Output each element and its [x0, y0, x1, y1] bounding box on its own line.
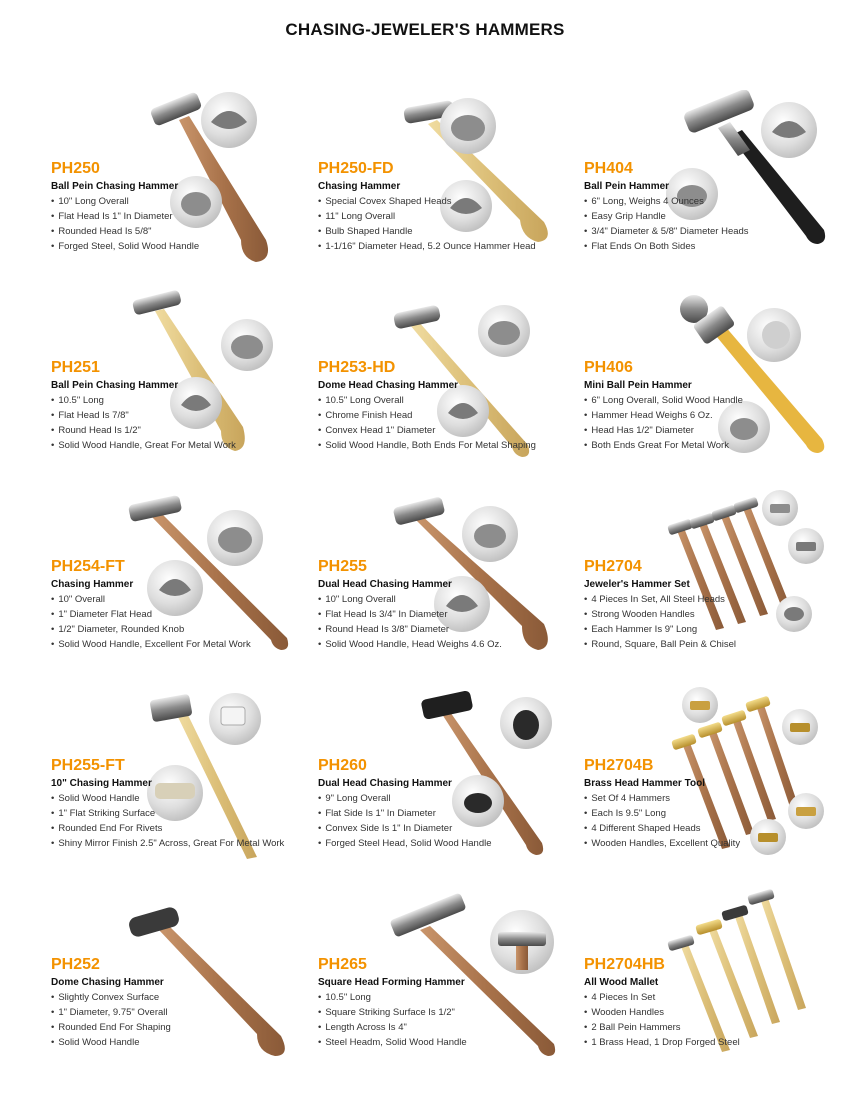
feature-item: • Easy Grip Handle	[584, 209, 849, 224]
product-code: PH260	[318, 757, 367, 774]
feature-item: • Strong Wooden Handles	[584, 607, 849, 622]
product-name: Ball Pein Chasing Hammer	[51, 181, 179, 192]
product-name: Chasing Hammer	[318, 181, 401, 192]
feature-list	[584, 791, 849, 851]
product-code: PH253-HD	[318, 359, 396, 376]
product-code: PH2704B	[584, 757, 654, 774]
feature-item: • Square Striking Surface Is 1/2"	[318, 1005, 583, 1020]
feature-item: • Solid Wood Handle, Excellent For Metal Work	[51, 637, 316, 652]
feature-item: • Shiny Mirror Finish 2.5" Across, Great For Metal Work	[51, 836, 316, 851]
feature-item: • 3/4" Diameter & 5/8" Diameter Heads	[584, 224, 849, 239]
feature-item: • Flat Head Is 3/4" In Diameter	[318, 607, 583, 622]
product-code: PH255	[318, 558, 367, 575]
feature-item: • 1" Diameter Flat Head	[51, 607, 316, 622]
product-ph406	[584, 289, 849, 488]
feature-item: • Forged Steel, Solid Wood Handle	[51, 239, 316, 254]
feature-item: • 6" Long Overall, Solid Wood Handle	[584, 393, 849, 408]
product-ph250-fd	[318, 90, 583, 289]
feature-list	[584, 592, 849, 652]
feature-list	[51, 393, 316, 453]
feature-item: • 9" Long Overall	[318, 791, 583, 806]
feature-item: • 4 Pieces In Set	[584, 990, 849, 1005]
feature-item: • 10" Long Overall	[318, 592, 583, 607]
feature-list	[318, 194, 583, 254]
product-name: Ball Pein Hammer	[584, 181, 670, 192]
feature-list	[51, 194, 316, 254]
feature-item: • 1 Brass Head, 1 Drop Forged Steel	[584, 1035, 849, 1050]
feature-list	[318, 791, 583, 851]
feature-item: • Flat Head Is 7/8"	[51, 408, 316, 423]
product-name: Ball Pein Chasing Hammer	[51, 380, 179, 391]
feature-item: • Each Is 9.5" Long	[584, 806, 849, 821]
feature-item: • 1" Diameter, 9.75" Overall	[51, 1005, 316, 1020]
product-ph265	[318, 886, 583, 1085]
product-ph2704	[584, 488, 849, 687]
product-ph253-hd	[318, 289, 583, 488]
product-name: Chasing Hammer	[51, 579, 134, 590]
product-name: Mini Ball Pein Hammer	[584, 380, 692, 391]
feature-item: • Both Ends Great For Metal Work	[584, 438, 849, 453]
feature-list	[51, 592, 316, 652]
product-ph250	[51, 90, 316, 289]
feature-item: • 10" Overall	[51, 592, 316, 607]
product-name: Dual Head Chasing Hammer	[318, 579, 452, 590]
feature-item: • Bulb Shaped Handle	[318, 224, 583, 239]
feature-item: • Wooden Handles, Excellent Quality	[584, 836, 849, 851]
feature-item: • Convex Head 1" Diameter	[318, 423, 583, 438]
feature-item: • 1-1/16" Diameter Head, 5.2 Ounce Hammer Head	[318, 239, 583, 254]
feature-list	[318, 592, 583, 652]
product-ph404	[584, 90, 849, 289]
feature-list	[584, 393, 849, 453]
feature-item: • Hammer Head Weighs 6 Oz.	[584, 408, 849, 423]
feature-list	[318, 990, 583, 1050]
product-code: PH251	[51, 359, 100, 376]
feature-item: • Solid Wood Handle, Head Weighs 4.6 Oz.	[318, 637, 583, 652]
page-title: CHASING-JEWELER'S HAMMERS	[285, 20, 565, 39]
feature-item: • Solid Wood Handle	[51, 1035, 316, 1050]
product-code: PH250-FD	[318, 160, 394, 177]
product-code: PH250	[51, 160, 100, 177]
product-name: Jeweler's Hammer Set	[584, 579, 690, 590]
feature-item: • Rounded End For Rivets	[51, 821, 316, 836]
product-ph2704hb	[584, 886, 849, 1085]
feature-item: • Each Hammer Is 9" Long	[584, 622, 849, 637]
feature-item: • Head Has 1/2" Diameter	[584, 423, 849, 438]
product-code: PH406	[584, 359, 633, 376]
feature-list	[51, 791, 316, 851]
feature-item: • 1" Flat Striking Surface	[51, 806, 316, 821]
product-code: PH252	[51, 956, 100, 973]
product-ph2704b	[584, 687, 849, 886]
product-code: PH255-FT	[51, 757, 125, 774]
feature-item: • Slightly Convex Surface	[51, 990, 316, 1005]
feature-item: • 10.5" Long	[51, 393, 316, 408]
product-code: PH2704	[584, 558, 642, 575]
product-name: 10" Chasing Hammer	[51, 778, 152, 789]
feature-item: • Round Head Is 3/8" Diameter	[318, 622, 583, 637]
feature-item: • Solid Wood Handle, Both Ends For Metal Shaping	[318, 438, 583, 453]
product-ph251	[51, 289, 316, 488]
product-name: All Wood Mallet	[584, 977, 659, 988]
feature-item: • Solid Wood Handle	[51, 791, 316, 806]
feature-item: • Rounded Head Is 5/8"	[51, 224, 316, 239]
feature-item: • Convex Side Is 1" In Diameter	[318, 821, 583, 836]
product-code: PH265	[318, 956, 367, 973]
feature-item: • Length Across Is 4"	[318, 1020, 583, 1035]
product-code: PH254-FT	[51, 558, 125, 575]
feature-item: • 10" Long Overall	[51, 194, 316, 209]
product-name: Brass Head Hammer Tool	[584, 778, 705, 789]
feature-item: • Solid Wood Handle, Great For Metal Work	[51, 438, 316, 453]
feature-item: • Flat Head Is 1" In Diameter	[51, 209, 316, 224]
feature-item: • 1/2" Diameter, Rounded Knob	[51, 622, 316, 637]
feature-item: • 4 Different Shaped Heads	[584, 821, 849, 836]
feature-item: • Special Covex Shaped Heads	[318, 194, 583, 209]
product-name: Dome Chasing Hammer	[51, 977, 164, 988]
product-ph255-ft	[51, 687, 316, 886]
feature-item: • Rounded End For Shaping	[51, 1020, 316, 1035]
feature-item: • Wooden Handles	[584, 1005, 849, 1020]
feature-item: • Steel Headm, Solid Wood Handle	[318, 1035, 583, 1050]
feature-item: • Round, Square, Ball Pein & Chisel	[584, 637, 849, 652]
feature-list	[584, 194, 849, 254]
product-code: PH2704HB	[584, 956, 665, 973]
product-ph254-ft	[51, 488, 316, 687]
feature-item: • 10.5" Long Overall	[318, 393, 583, 408]
product-ph255	[318, 488, 583, 687]
feature-item: • 10.5" Long	[318, 990, 583, 1005]
feature-item: • 6" Long, Weighs 4 Ounces	[584, 194, 849, 209]
feature-item: • 11" Long Overall	[318, 209, 583, 224]
product-ph260	[318, 687, 583, 886]
feature-item: • Forged Steel Head, Solid Wood Handle	[318, 836, 583, 851]
feature-item: • Round Head Is 1/2"	[51, 423, 316, 438]
feature-list	[584, 990, 849, 1050]
feature-list	[318, 393, 583, 453]
product-name: Dome Head Chasing Hammer	[318, 380, 459, 391]
product-code: PH404	[584, 160, 633, 177]
feature-item: • Chrome Finish Head	[318, 408, 583, 423]
feature-item: • Flat Side Is 1" In Diameter	[318, 806, 583, 821]
product-name: Square Head Forming Hammer	[318, 977, 465, 988]
feature-item: • Set Of 4 Hammers	[584, 791, 849, 806]
feature-item: • 4 Pieces In Set, All Steel Heads	[584, 592, 849, 607]
feature-list	[51, 990, 316, 1050]
product-name: Dual Head Chasing Hammer	[318, 778, 452, 789]
feature-item: • 2 Ball Pein Hammers	[584, 1020, 849, 1035]
feature-item: • Flat Ends On Both Sides	[584, 239, 849, 254]
product-ph252	[51, 886, 316, 1085]
